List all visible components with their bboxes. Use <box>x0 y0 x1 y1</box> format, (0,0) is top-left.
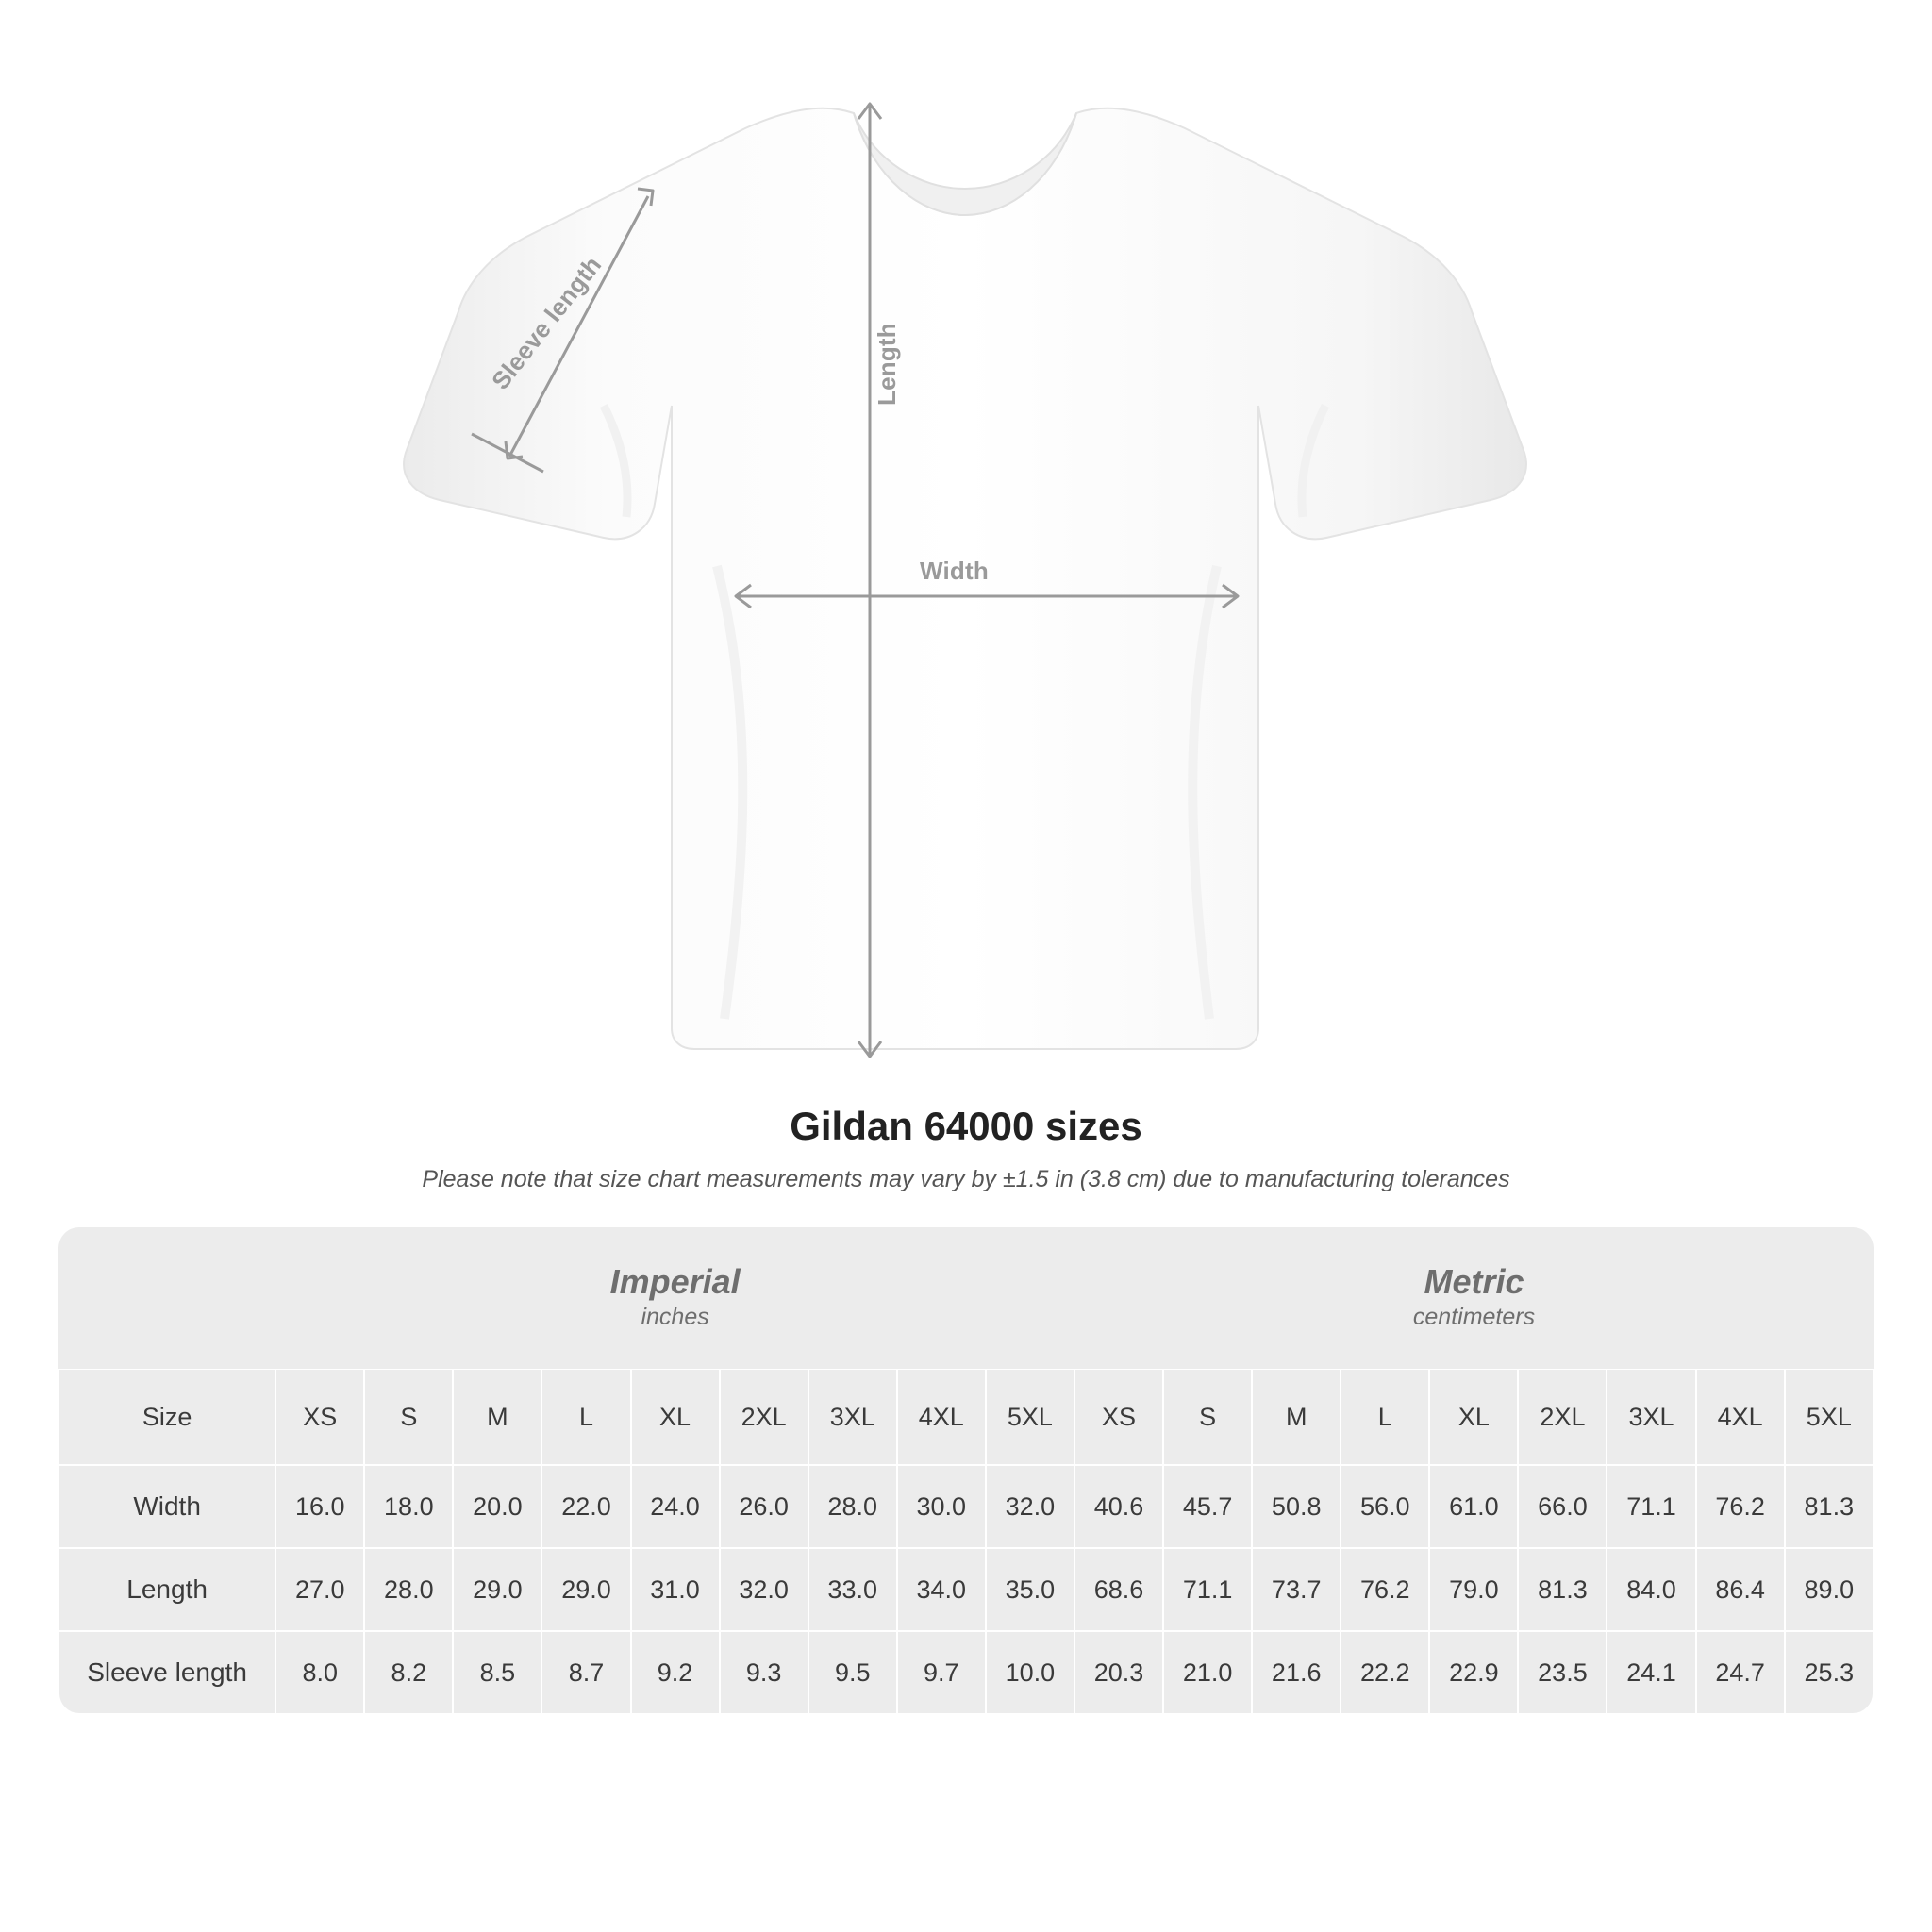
cell-width: 20.0 <box>453 1465 541 1548</box>
unit-header-row <box>58 1227 1874 1369</box>
unit-group-imperial-sub: inches <box>641 1304 709 1331</box>
cell-length: 81.3 <box>1518 1548 1607 1631</box>
size-header-cell: L <box>541 1369 630 1465</box>
cell-length: 68.6 <box>1074 1548 1163 1631</box>
cell-sleeve: 22.2 <box>1341 1631 1429 1714</box>
cell-width: 18.0 <box>364 1465 453 1548</box>
cell-length: 34.0 <box>897 1548 986 1631</box>
cell-length: 31.0 <box>631 1548 720 1631</box>
cell-sleeve: 22.9 <box>1429 1631 1518 1714</box>
cell-sleeve: 24.7 <box>1696 1631 1785 1714</box>
cell-sleeve: 8.5 <box>453 1631 541 1714</box>
row-label-width: Width <box>58 1465 275 1548</box>
size-table-wrapper <box>58 1227 1874 1714</box>
size-header-cell: S <box>1163 1369 1252 1465</box>
size-header-cell: XL <box>1429 1369 1518 1465</box>
tolerance-note: Please note that size chart measurements may vary by ±1.5 in (3.8 cm) due to manufacturing tolerances <box>422 1166 1510 1192</box>
cell-length: 86.4 <box>1696 1548 1785 1631</box>
unit-group-metric-name: Metric <box>1424 1261 1524 1301</box>
cell-length: 27.0 <box>275 1548 364 1631</box>
row-label-length: Length <box>58 1548 275 1631</box>
unit-group-metric-sub: centimeters <box>1412 1304 1536 1331</box>
cell-length: 29.0 <box>541 1548 630 1631</box>
cell-sleeve: 23.5 <box>1518 1631 1607 1714</box>
cell-width: 24.0 <box>631 1465 720 1548</box>
size-header-cell: 5XL <box>986 1369 1074 1465</box>
cell-length: 71.1 <box>1163 1548 1252 1631</box>
cell-width: 66.0 <box>1518 1465 1607 1548</box>
cell-width: 61.0 <box>1429 1465 1518 1548</box>
page-title: Gildan 64000 sizes <box>790 1104 1142 1148</box>
size-header-cell: L <box>1341 1369 1429 1465</box>
row-label-sleeve-length: Sleeve length <box>58 1631 275 1714</box>
cell-length: 32.0 <box>720 1548 808 1631</box>
size-table <box>58 1227 1874 1714</box>
size-header-cell: 4XL <box>1696 1369 1785 1465</box>
cell-length: 29.0 <box>453 1548 541 1631</box>
cell-sleeve: 25.3 <box>1785 1631 1874 1714</box>
size-header-cell: M <box>1252 1369 1341 1465</box>
cell-width: 30.0 <box>897 1465 986 1548</box>
size-header-cell: XS <box>1074 1369 1163 1465</box>
cell-length: 79.0 <box>1429 1548 1518 1631</box>
table-corner <box>58 1227 275 1369</box>
cell-length: 89.0 <box>1785 1548 1874 1631</box>
cell-width: 50.8 <box>1252 1465 1341 1548</box>
cell-width: 45.7 <box>1163 1465 1252 1548</box>
cell-sleeve: 9.2 <box>631 1631 720 1714</box>
cell-sleeve: 24.1 <box>1607 1631 1695 1714</box>
row-header-size: Size <box>58 1369 275 1465</box>
cell-width: 22.0 <box>541 1465 630 1548</box>
cell-sleeve: 21.6 <box>1252 1631 1341 1714</box>
table-row <box>58 1548 1874 1631</box>
size-header-cell: S <box>364 1369 453 1465</box>
cell-sleeve: 9.7 <box>897 1631 986 1714</box>
cell-length: 84.0 <box>1607 1548 1695 1631</box>
cell-width: 40.6 <box>1074 1465 1163 1548</box>
cell-width: 81.3 <box>1785 1465 1874 1548</box>
cell-sleeve: 8.2 <box>364 1631 453 1714</box>
cell-length: 73.7 <box>1252 1548 1341 1631</box>
size-header-cell: 3XL <box>1607 1369 1695 1465</box>
size-header-cell: M <box>453 1369 541 1465</box>
size-header-cell: 3XL <box>808 1369 897 1465</box>
table-row <box>58 1631 1874 1714</box>
cell-width: 56.0 <box>1341 1465 1429 1548</box>
cell-width: 71.1 <box>1607 1465 1695 1548</box>
size-header-cell: XS <box>275 1369 364 1465</box>
cell-length: 33.0 <box>808 1548 897 1631</box>
width-label: Width <box>920 557 989 585</box>
unit-group-imperial-name: Imperial <box>609 1261 741 1301</box>
length-label: Length <box>873 323 901 406</box>
cell-sleeve: 9.5 <box>808 1631 897 1714</box>
cell-sleeve: 20.3 <box>1074 1631 1163 1714</box>
size-header-cell: 4XL <box>897 1369 986 1465</box>
table-row <box>58 1465 1874 1548</box>
cell-sleeve: 8.7 <box>541 1631 630 1714</box>
cell-sleeve: 21.0 <box>1163 1631 1252 1714</box>
title-block <box>0 1104 1932 1193</box>
cell-width: 26.0 <box>720 1465 808 1548</box>
size-header-cell: XL <box>631 1369 720 1465</box>
cell-length: 76.2 <box>1341 1548 1429 1631</box>
unit-group-metric <box>1074 1227 1874 1369</box>
cell-width: 32.0 <box>986 1465 1074 1548</box>
cell-width: 76.2 <box>1696 1465 1785 1548</box>
size-header-cell: 2XL <box>1518 1369 1607 1465</box>
cell-sleeve: 10.0 <box>986 1631 1074 1714</box>
cell-width: 16.0 <box>275 1465 364 1548</box>
size-header-row <box>58 1369 1874 1465</box>
cell-length: 28.0 <box>364 1548 453 1631</box>
sleeve-length-label: Sleeve length <box>486 250 608 395</box>
cell-width: 28.0 <box>808 1465 897 1548</box>
cell-sleeve: 8.0 <box>275 1631 364 1714</box>
cell-length: 35.0 <box>986 1548 1074 1631</box>
unit-group-imperial <box>275 1227 1074 1369</box>
size-header-cell: 5XL <box>1785 1369 1874 1465</box>
cell-sleeve: 9.3 <box>720 1631 808 1714</box>
size-header-cell: 2XL <box>720 1369 808 1465</box>
